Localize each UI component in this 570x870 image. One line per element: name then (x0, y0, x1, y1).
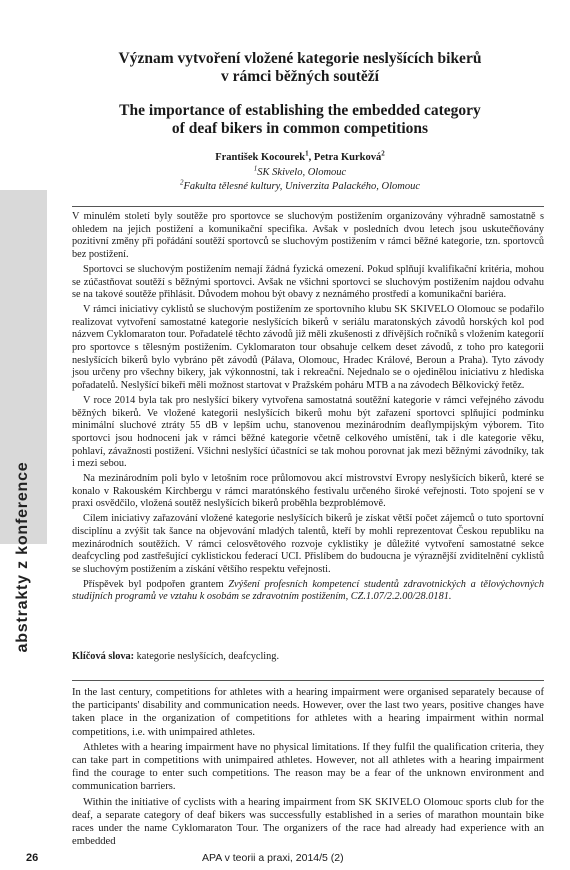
author-name: František Kocourek (215, 152, 306, 163)
paragraph: Na mezinárodním poli bylo v letošním roce průlomovou akcí mistrovství Evropy neslyšících bikerů, které se konalo v Rakouském Kirchbergu v rámci maratónského festivalu určeného široké veřejnosti. Toto spojení se v praxi osvědčilo, vložená soutěž neslyšících bikerů proběhla bezproblémově. (72, 473, 544, 510)
affiliation-text: Fakulta tělesné kultury, Univerzita Palackého, Olomouc (183, 181, 420, 192)
divider-top (72, 206, 544, 207)
title-czech-line2: v rámci běžných soutěží (221, 68, 379, 85)
title-english-line1: The importance of establishing the embedded category (119, 102, 481, 119)
paragraph: In the last century, competitions for athletes with a hearing impairment were organised separately because of the participants' disability and communication needs. However, over the last two years, positive changes have taken place in the organization of competitions for athletes with a hearing impairment within normal competitions, i.e. with unimpaired athletes. (72, 687, 544, 738)
keywords-value: kategorie neslyšících, deafcycling. (134, 651, 280, 662)
paragraph: Athletes with a hearing impairment have no physical limitations. If they fulfil the qualification criteria, they can take part in competitions with unimpaired athletes. However, not all athletes with a hearing impairment find the courage to enter such competitions. The reason may be a fear of the unknown environment and communication barriers. (72, 741, 544, 793)
author-separator: , (308, 152, 314, 163)
author-affiliation-mark: 2 (381, 149, 385, 158)
title-czech-line1: Význam vytvoření vložené kategorie neslyšících bikerů (118, 50, 482, 67)
title-english-line2: of deaf bikers in common competitions (171, 120, 429, 137)
paragraph: Within the initiative of cyclists with a hearing impairment from SK SKIVELO Olomouc sports club for the deaf, a separate category of deaf bikers was successfully established in a series of marathon mountain bike races under the name Cyklomaraton Tour. The organizers of the race had already had experience with an embedded (72, 796, 544, 848)
abstract-czech (72, 211, 544, 606)
grant-text: Příspěvek byl podpořen grantem (83, 578, 229, 590)
title-english (115, 102, 485, 138)
section-label: abstrakty z konference (14, 461, 31, 653)
paragraph: Cílem iniciativy zařazování vložené kategorie neslyšících bikerů je získat větší počet zájemců o tuto sportovní disciplínu a zvýšit tak šance na objevování mladých talentů, kteří by mohli reprezentovat Českou republiku na mezinárodních soutěžích. V rámci celosvětového rozvoje cyklistiky je důležité vytvoření samostatné sekce deafcycling pod zastřešující cyklistickou federací UCI. Přislíbem do budoucna je výraznější zviditelnění cyklistů se sluchovým postižením a získání většího respektu veřejnosti. (72, 513, 544, 575)
grant-title: Zvýšení profesních kompetencí studentů zdravotnických a tělovýchovných studijních programů ve vztahu k osobám se zdravotním postižením, CZ.1.07/2.2.00/28.0181. (72, 578, 544, 603)
divider-middle (72, 680, 544, 681)
keywords-label: Klíčová slova: (72, 651, 135, 662)
paragraph: V minulém století byly soutěže pro sportovce se sluchovým postižením organizovány výhradně samostatně s ohledem na jejich postižení a komunikační specifika. Avšak v posledních dvou letech jsou uskutečňovány pozitivní změny při pořádání soutěží sportovců se sluchovým postižením v rámci běžné kategorie, tzn. sportovců bez postižení. (72, 211, 544, 261)
author-name: Petra Kurková (313, 152, 382, 163)
paragraph: V roce 2014 byla tak pro neslyšící bikery vytvořena samostatná soutěžní kategorie v rámci veřejného závodu běžných bikerů. Ve vložené kategorii neslyšících bikerů mohu být zařazení sportovci splňující podmínku minimální sluchové ztráty 55 dB v lepším uchu, stanovenou mezinárodním deaflympijským výborem. Tito sportovci jsou hodnoceni jak v rámci běžné kategorie včetně celkového umístění, tak i dle kategorie věku, pohlaví, závažnosti postižení. Všichni neslyšící účastníci se tak mohou porovnat jak mezi běžnými závodníky, tak i mezi sebou. (72, 394, 544, 470)
journal-footer: APA v teorii a praxi, 2014/5 (2) (202, 852, 344, 864)
affiliation-mark: 2 (180, 178, 184, 187)
affiliation-text: SK Skivelo, Olomouc (257, 167, 347, 178)
keywords (72, 651, 544, 662)
section-side-tab (0, 190, 47, 653)
paragraph: Sportovci se sluchovým postižením nemají žádná fyzická omezení. Pokud splňují kvalifikační kritéria, mohou se zúčastňovat soutěží s běžnými sportovci. Avšak ne všichni sportovci se sluchovým postižením najdou odvahu se na takové soutěže přihlásit. Důvodem mohou být obavy z neznámého prostředí a komunikační bariéra. (72, 263, 544, 301)
paragraph: V rámci iniciativy cyklistů se sluchovým postižením ze sportovního klubu SK SKIVELO Olomouc se podařilo realizovat vytvoření samostatné kategorie neslyšících bikerů v seriálu maratonských závodů horských kol pod názvem Cyklomaraton tour. Pořadatelé těchto závodů již měli zkušenosti z dřívějších ročníků s vložením kategorií pro sportovce s tělesným postižením. Cyklomaraton tour obsahuje celkem deset závodů, z toho pro kategorii neslyšících bikerů bylo vybráno pět závodů (Pálava, Olomouc, Hradec Králové, Beroun a Praha). Tyto závody jsou určeny pro všechny bikery, jak výkonnostní, tak i rekreační. Nejednalo se o ojedinělou iniciativu z hlediska pořadatelů. Neslyšící bikeři měli možnost startovat v Pražském poháru MTB a na závodech Bělkovický řetěz. (72, 303, 544, 392)
affiliation (115, 164, 485, 178)
affiliation-mark: 1 (253, 164, 258, 173)
abstract-english (72, 686, 544, 850)
page-number: 26 (26, 852, 39, 864)
affiliation (115, 178, 485, 192)
grant-acknowledgement (72, 579, 544, 604)
title-czech (115, 50, 485, 86)
author-affiliation-mark: 1 (305, 149, 309, 158)
author-list (115, 149, 485, 163)
